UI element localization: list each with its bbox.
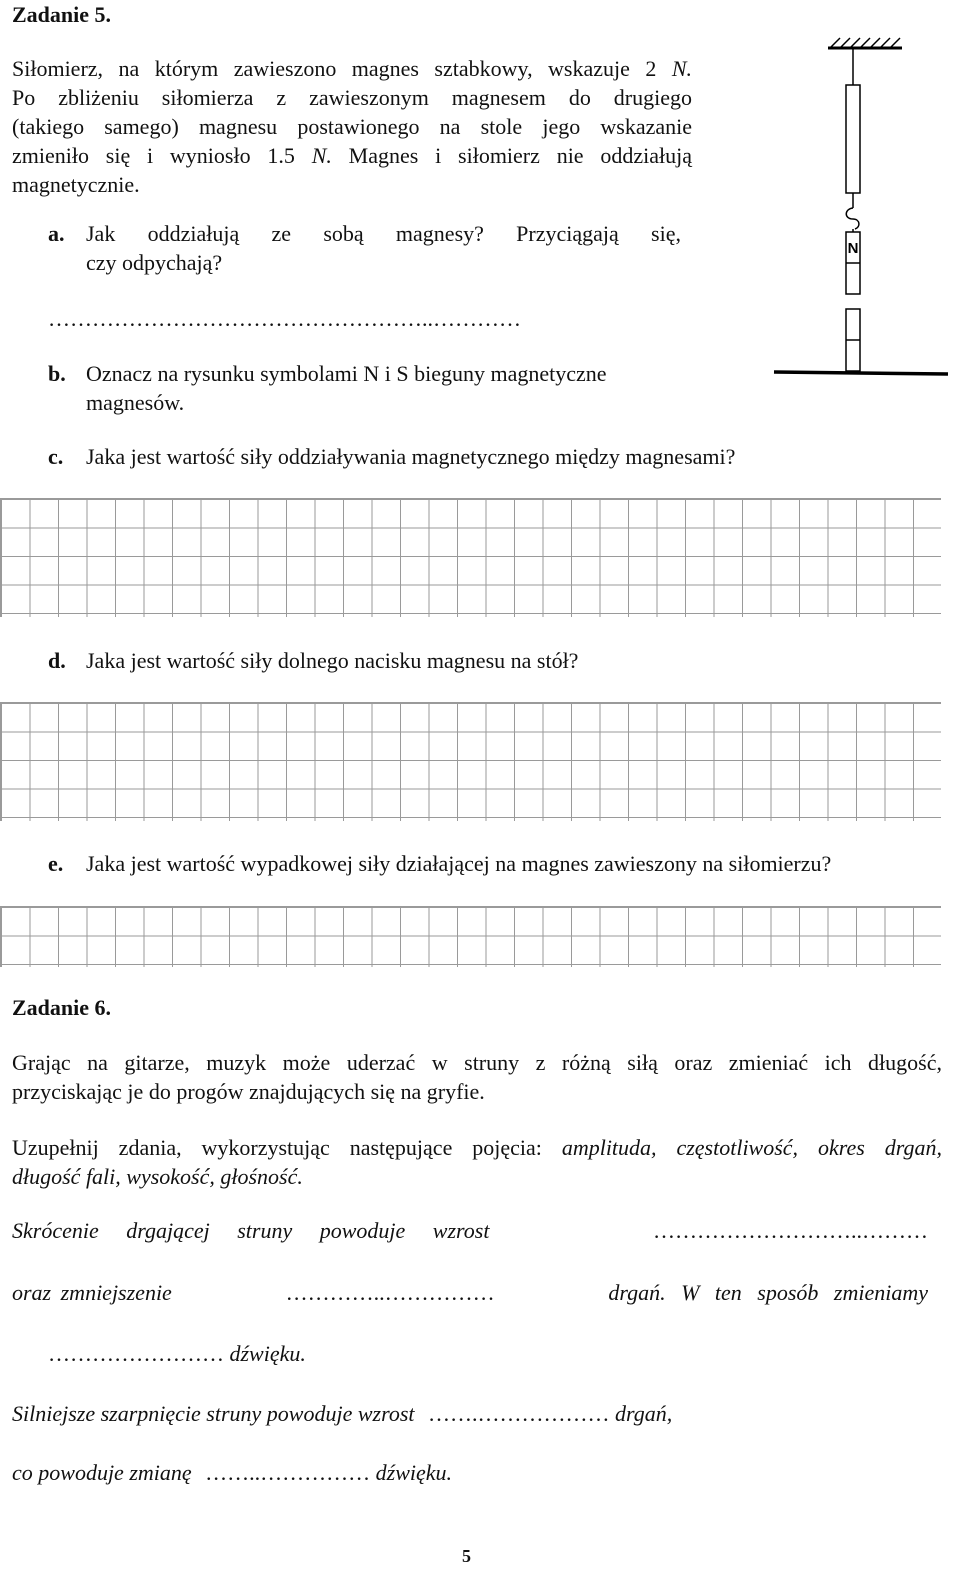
task6-terms-line2: długość fali, wysokość, głośność. bbox=[12, 1164, 303, 1189]
hanging-magnet-pole-label: N bbox=[847, 240, 859, 257]
question-e bbox=[48, 849, 928, 879]
question-c-text: Jaka jest wartość siły oddziaływania magnetycznego między magnesami? bbox=[86, 444, 736, 469]
question-a-answer-line[interactable]: ……………………………………………..………… bbox=[48, 306, 521, 331]
sentence-1-text: Skrócenie drgającej struny powoduje wzrost bbox=[12, 1218, 490, 1243]
sentence-4 bbox=[12, 1399, 672, 1429]
intro-unit2: N. bbox=[311, 143, 332, 168]
question-e-label: e. bbox=[48, 851, 64, 876]
answer-grid-e[interactable] bbox=[0, 906, 941, 967]
scale-hook bbox=[846, 208, 859, 229]
task6-heading: Zadanie 6. bbox=[12, 995, 112, 1020]
answer-grid-c[interactable] bbox=[0, 498, 941, 617]
sentence-3-after: dźwięku. bbox=[229, 1341, 306, 1366]
sentence-5-blank[interactable]: ……..…………… bbox=[205, 1460, 376, 1485]
task6-p1-line1: Grając na gitarze, muzyk może uderzać w struny z różną siłą oraz zmieniać ich długość, bbox=[12, 1050, 942, 1075]
question-a-label: a. bbox=[48, 221, 65, 246]
question-b-text2: magnesów. bbox=[86, 390, 185, 415]
task6-terms-line1: amplituda, częstotliwość, okres drgań, bbox=[561, 1135, 942, 1160]
task6-intro bbox=[12, 1048, 942, 1106]
sentence-2-text: oraz zmniejszenie bbox=[12, 1280, 172, 1305]
sentence-5-after: dźwięku. bbox=[375, 1460, 453, 1485]
sentence-5 bbox=[12, 1458, 452, 1488]
task5-intro bbox=[12, 54, 692, 199]
sentence-3 bbox=[48, 1339, 306, 1369]
table-surface bbox=[774, 372, 948, 374]
sentence-2 bbox=[12, 1278, 928, 1308]
spring-scale-body bbox=[846, 85, 860, 193]
ceiling-mount bbox=[828, 38, 902, 48]
sentence-4-text: Silniejsze szarpnięcie struny powoduje wzrost bbox=[12, 1401, 415, 1426]
question-b bbox=[48, 359, 688, 419]
magnet-spring-scale-figure bbox=[760, 30, 955, 390]
sentence-1 bbox=[12, 1216, 928, 1246]
answer-grid-d[interactable] bbox=[0, 702, 941, 821]
intro-line1: Siłomierz, na którym zawieszono magnes sztabkowy, wskazuje 2 bbox=[12, 56, 657, 81]
task5-heading: Zadanie 5. bbox=[12, 2, 112, 27]
task6-p2-line1a: Uzupełnij zdania, wykorzystując następujące pojęcia: bbox=[12, 1135, 542, 1160]
sentence-1-blank[interactable]: ………………………..……… bbox=[653, 1218, 928, 1243]
task6-instruction bbox=[12, 1133, 942, 1191]
sentence-4-blank[interactable]: …….……………… bbox=[428, 1401, 616, 1426]
intro-line3: (takiego samego) magnesu postawionego na stole jego wskazanie bbox=[12, 114, 692, 139]
intro-line5: magnetycznie. bbox=[12, 172, 140, 197]
intro-unit1: N. bbox=[671, 56, 692, 81]
question-d-text: Jaka jest wartość siły dolnego nacisku magnesu na stół? bbox=[86, 648, 579, 673]
sentence-2-blank[interactable]: …………..…………… bbox=[285, 1280, 495, 1305]
question-d bbox=[48, 646, 708, 676]
intro-line4a: zmieniło się i wyniosło 1.5 bbox=[12, 143, 295, 168]
question-b-label: b. bbox=[48, 361, 66, 386]
sentence-3-blank[interactable]: …………………… bbox=[48, 1341, 230, 1366]
question-c-label: c. bbox=[48, 444, 64, 469]
question-a-text2: czy odpychają? bbox=[86, 250, 223, 275]
question-b-text1: Oznacz na rysunku symbolami N i S bieguny magnetyczne bbox=[86, 361, 607, 386]
question-d-label: d. bbox=[48, 648, 66, 673]
question-a-text1: Jak oddziałują ze sobą magnesy? Przyciągają się, bbox=[86, 221, 681, 246]
intro-line2: Po zbliżeniu siłomierza z zawieszonym magnesem do drugiego bbox=[12, 85, 692, 110]
question-c bbox=[48, 442, 828, 472]
task6-p1-line2: przyciskając je do progów znajdujących się na gryfie. bbox=[12, 1079, 485, 1104]
sentence-2-after: drgań. W ten sposób zmieniamy bbox=[608, 1280, 928, 1305]
page-number: 5 bbox=[462, 1546, 471, 1566]
question-e-text: Jaka jest wartość wypadkowej siły działającej na magnes zawieszony na siłomierzu? bbox=[86, 851, 832, 876]
sentence-5-text: co powoduje zmianę bbox=[12, 1460, 192, 1485]
intro-line4b: Magnes i siłomierz nie oddziałują bbox=[348, 143, 692, 168]
sentence-4-after: drgań, bbox=[615, 1401, 673, 1426]
question-a bbox=[48, 219, 681, 279]
